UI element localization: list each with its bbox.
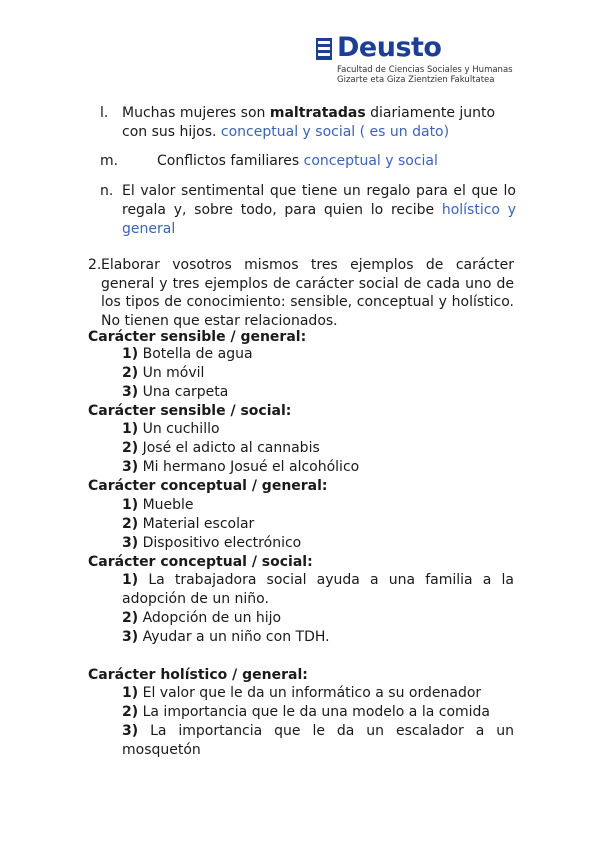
example-item: 1) La trabajadora social ayuda a una familia a la adopción de un niño.: [122, 572, 514, 607]
example-item: 1) El valor que le da un informático a su ordenador: [122, 685, 482, 701]
example-item: 3) Ayudar a un niño con TDH.: [122, 629, 330, 645]
logo-title: Deusto: [337, 32, 442, 63]
bold-word: maltratadas: [269, 105, 366, 121]
section-heading: Carácter conceptual / social:: [88, 554, 313, 570]
example-item: 3) Dispositivo electrónico: [122, 535, 302, 551]
question-marker: 2.: [88, 257, 102, 273]
example-item: 2) José el adicto al cannabis: [122, 440, 320, 456]
list-marker: n.: [100, 183, 114, 199]
answer-text: conceptual y social: [303, 153, 438, 169]
example-item: 3) Mi hermano Josué el alcohólico: [122, 459, 360, 475]
section-heading: Carácter sensible / social:: [88, 403, 292, 419]
list-item-l: l. Muchas mujeres son maltratadas diariamente junto con sus hijos. conceptual y social ( es un dato): [100, 105, 496, 140]
example-item: 1) Mueble: [122, 497, 194, 513]
list-marker: m.: [100, 153, 119, 169]
example-item: 2) Material escolar: [122, 516, 255, 532]
section-heading: Carácter holístico / general:: [88, 667, 308, 683]
deusto-logo: [316, 32, 516, 94]
question-2: [88, 256, 514, 330]
question-text: Elaborar vosotros mismos tres ejemplos de carácter general y tres ejemplos de carácter social de cada uno de los tipos de conocimiento: sensible, conceptual y holístico. No tienen que estar relacionados.: [101, 257, 514, 329]
example-item: 3) Una carpeta: [122, 384, 229, 400]
example-item: 2) La importancia que le da una modelo a la comida: [122, 704, 490, 720]
list-item-n: n. El valor sentimental que tiene un regalo para el que lo regala y, sobre todo, para quien lo recibe holístico y general: [100, 183, 517, 237]
list-item-m: m. Conflictos familiares conceptual y social: [100, 153, 438, 169]
logo-subtitle: Facultad de Ciencias Sociales y Humanas Gizarte eta Giza Zientzien Fakultatea: [337, 65, 513, 85]
section-heading: Carácter sensible / general:: [88, 329, 307, 345]
example-item: 3) La importancia que le da un escalador a un mosquetón: [122, 723, 514, 758]
answer-text: conceptual y social ( es un dato): [220, 124, 450, 140]
example-item: 1) Un cuchillo: [122, 421, 220, 437]
section-heading: Carácter conceptual / general:: [88, 478, 328, 494]
example-item: 2) Adopción de un hijo: [122, 610, 282, 626]
list-marker: l.: [100, 105, 109, 121]
example-item: 2) Un móvil: [122, 365, 205, 381]
deusto-emblem-icon: [316, 38, 332, 60]
answer-text: holístico y general: [122, 202, 517, 237]
example-item: 1) Botella de agua: [122, 346, 253, 362]
